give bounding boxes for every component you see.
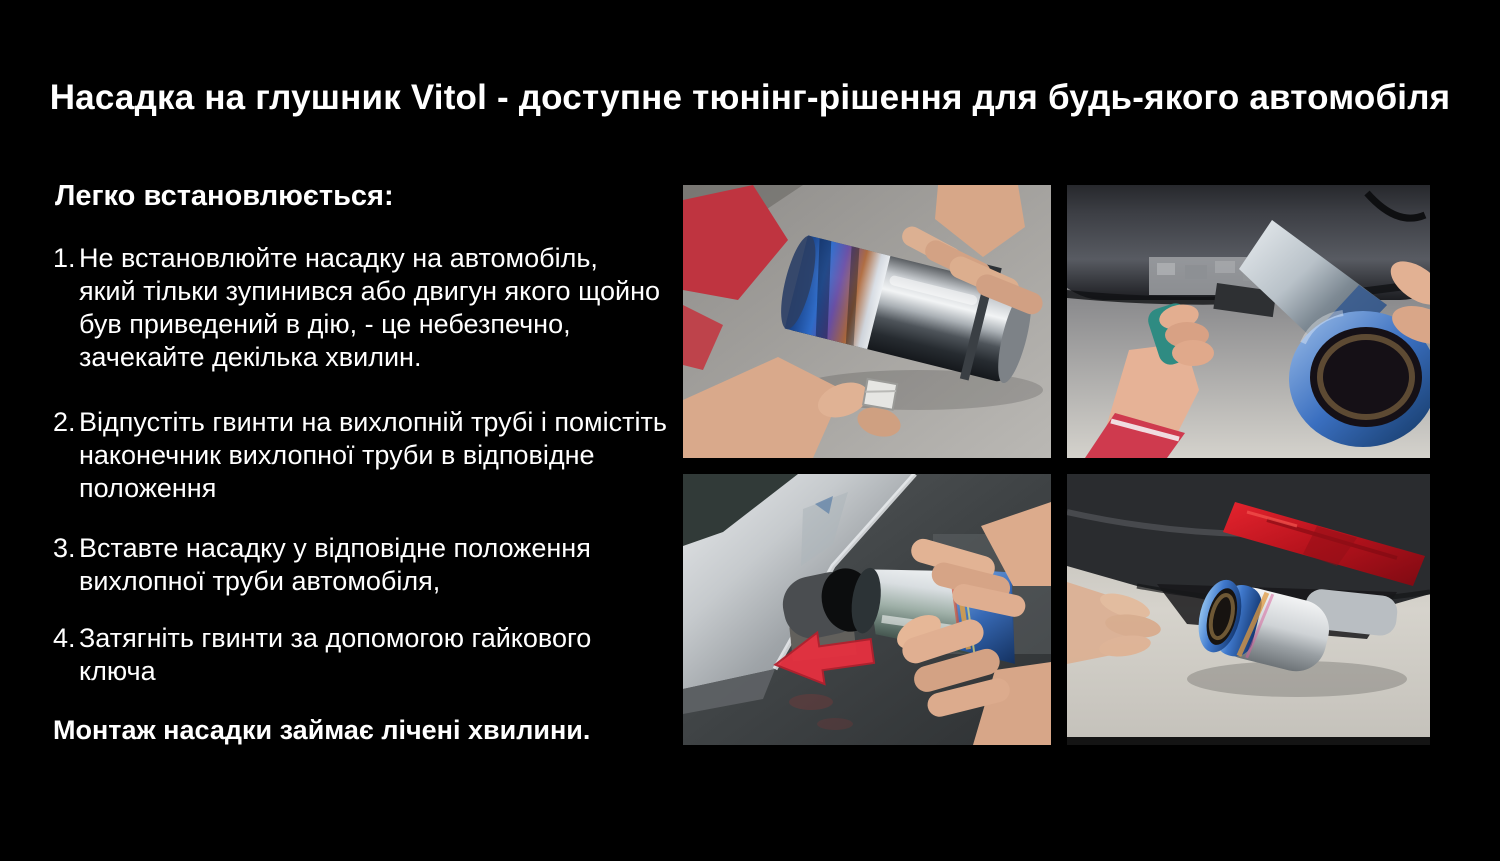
step-text (79, 242, 660, 374)
step-line: був приведений в дію, - це небезпечно, (79, 309, 571, 339)
step-line: Відпустіть гвинти на вихлопній трубі і помістіть (79, 407, 667, 437)
photo-step-1 (683, 185, 1051, 458)
photo-step-3 (683, 474, 1051, 745)
step-line: Вставте насадку у відповідне положення (79, 533, 591, 563)
aligning-tip-red-arrow-photo (683, 474, 1051, 745)
step-line: положення (79, 473, 217, 503)
step-number: 1. (53, 243, 76, 273)
step-text (79, 622, 591, 688)
step-line: Не встановлюйте насадку на автомобіль, (79, 243, 598, 273)
step-text (79, 406, 667, 505)
step-line: ключа (79, 656, 156, 686)
step-item-4 (53, 622, 591, 688)
step-item-3 (53, 532, 591, 598)
step-text (79, 532, 591, 598)
step-line: зачекайте декілька хвилин. (79, 342, 422, 372)
step-line: наконечник вихлопної труби в відповідне (79, 440, 595, 470)
exhaust-tip-with-clamp-photo (683, 185, 1051, 458)
instructions-heading: Легко встановлюється: (55, 180, 394, 212)
step-line: вихлопної труби автомобіля, (79, 566, 441, 596)
step-number: 3. (53, 533, 76, 563)
page-title: Насадка на глушник Vitol - доступне тюнінг-рішення для будь-якого автомобіля (49, 78, 1451, 117)
installed-tip-rear-bumper-photo (1067, 474, 1430, 745)
step-number: 2. (53, 407, 76, 437)
photo-step-2 (1067, 185, 1430, 458)
step-item-1 (53, 242, 660, 374)
installation-note: Монтаж насадки займає лічені хвилини. (53, 715, 591, 745)
step-number: 4. (53, 623, 76, 653)
step-item-2 (53, 406, 667, 505)
fitting-tip-under-car-photo (1067, 185, 1430, 458)
step-line: який тільки зупинився або двигун якого щойно (79, 276, 661, 306)
photo-step-4 (1067, 474, 1430, 745)
step-line: Затягніть гвинти за допомогою гайкового (79, 623, 592, 653)
